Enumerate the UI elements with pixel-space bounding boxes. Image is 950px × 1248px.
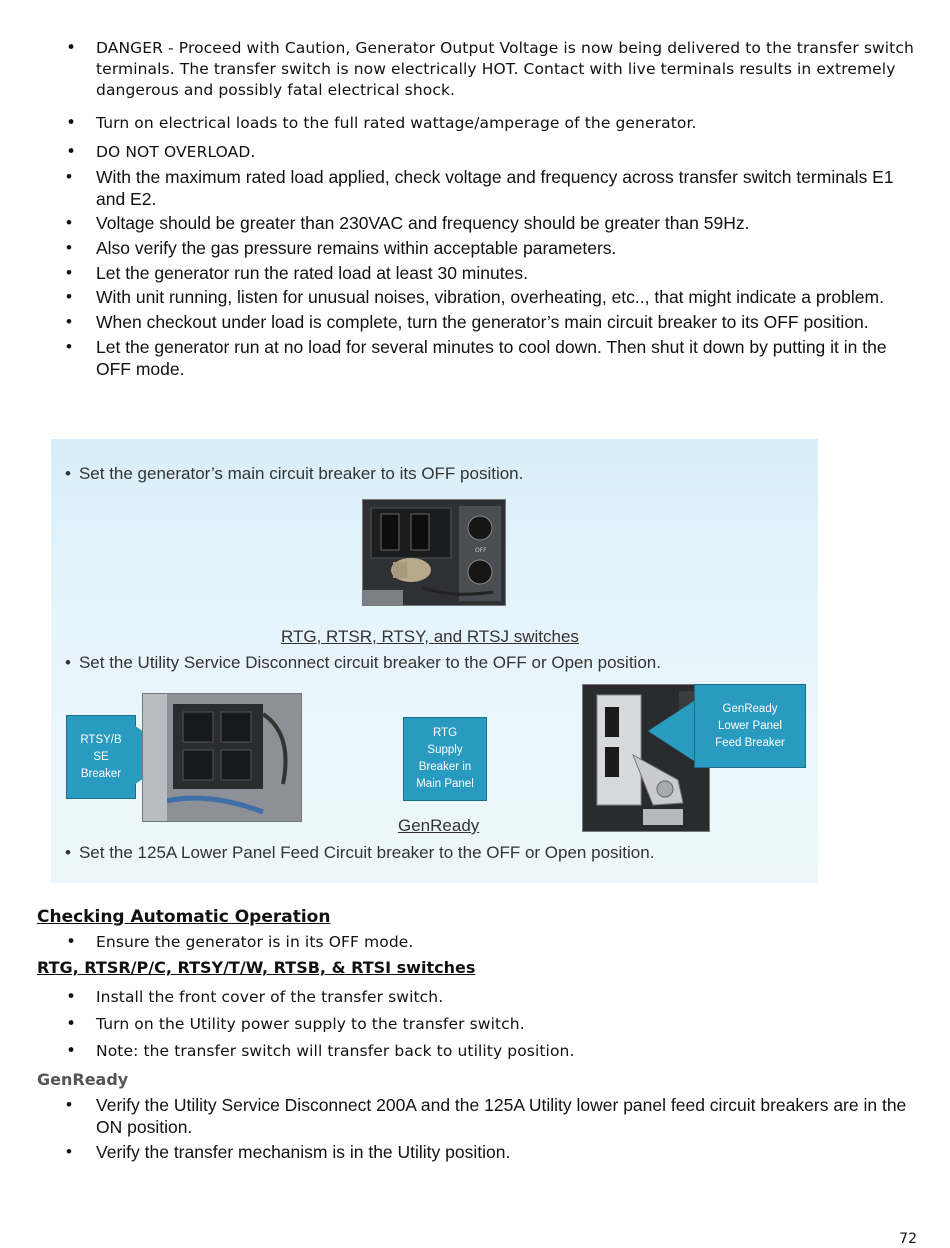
callout-rtg-supply-breaker-label: RTG Supply Breaker in Main Panel [416,727,474,790]
list-item: • When checkout under load is complete, turn the generator’s main circuit breaker to its OFF position. [0,311,950,333]
switches-bullet-list [0,987,950,1062]
callout-genready-lower-panel-label: GenReady Lower Panel Feed Breaker [715,702,785,749]
svg-text:OFF: OFF [475,547,487,554]
heading-genready: GenReady [37,1070,129,1089]
danger-bullet-list [0,38,950,163]
list-item: • Let the generator run at no load for several minutes to cool down. Then shut it down by putting it in the OFF mode. [0,336,950,380]
figure-bullet-lower-panel-feed: • Set the 125A Lower Panel Feed Circuit breaker to the OFF or Open position. [65,843,654,863]
list-item: • Verify the transfer mechanism is in the Utility position. [0,1141,950,1163]
list-item: • Let the generator run the rated load at least 30 minutes. [0,262,950,284]
rtsy-breaker-photo [142,693,302,822]
figure-heading-rtg-switches: RTG, RTSR, RTSY, and RTSJ switches [281,627,579,646]
callout-rtg-supply-breaker [403,717,487,801]
genready-bullet-list [0,1094,950,1163]
callout-rtsy-se-breaker-label: RTSY/B SE Breaker [80,733,122,780]
generator-breaker-photo [362,499,506,606]
figure-bullet-generator-breaker: • Set the generator’s main circuit breaker to its OFF position. [65,464,523,484]
list-item: • With unit running, listen for unusual noises, vibration, overheating, etc.., that might indicate a problem. [0,286,950,308]
heading-checking-automatic-operation: Checking Automatic Operation [37,907,331,927]
callout-rtsy-se-breaker [66,715,136,799]
arrow-left-icon [648,701,694,761]
breaker-instructions-figure [51,439,818,883]
heading-switch-models: RTG, RTSR/P/C, RTSY/T/W, RTSB, & RTSI switches [37,958,476,977]
list-item: • Verify the Utility Service Disconnect 200A and the 125A Utility lower panel feed circuit breakers are in the ON position. [0,1094,950,1138]
list-item: • Voltage should be greater than 230VAC and frequency should be greater than 59Hz. [0,212,950,234]
figure-bullet-utility-disconnect: • Set the Utility Service Disconnect circuit breaker to the OFF or Open position. [65,653,661,673]
list-item: • Note: the transfer switch will transfer back to utility position. [0,1041,950,1062]
callout-genready-lower-panel [694,684,806,768]
list-item: • With the maximum rated load applied, check voltage and frequency across transfer switch terminals E1 and E2. [0,166,950,210]
list-item: • DO NOT OVERLOAD. [0,142,950,163]
figure-heading-genready: GenReady [398,816,480,835]
list-item: • DANGER - Proceed with Caution, Generator Output Voltage is now being delivered to the transfer switch terminals. The transfer switch is now electrically HOT. Contact with live terminals results in extremely dangerous and possibly fatal electrical shock. [0,38,950,101]
load-check-bullet-list [0,166,950,380]
list-item: • Ensure the generator is in its OFF mode. [0,932,950,953]
list-item: • Turn on electrical loads to the full rated wattage/amperage of the generator. [0,113,950,134]
generator-breaker-image [363,500,505,605]
page-number: 72 [899,1231,917,1247]
rtsy-breaker-image [143,694,301,821]
list-item: • Install the front cover of the transfer switch. [0,987,950,1008]
auto-bullet-list [0,932,950,953]
list-item: • Turn on the Utility power supply to the transfer switch. [0,1014,950,1035]
list-item: • Also verify the gas pressure remains within acceptable parameters. [0,237,950,259]
